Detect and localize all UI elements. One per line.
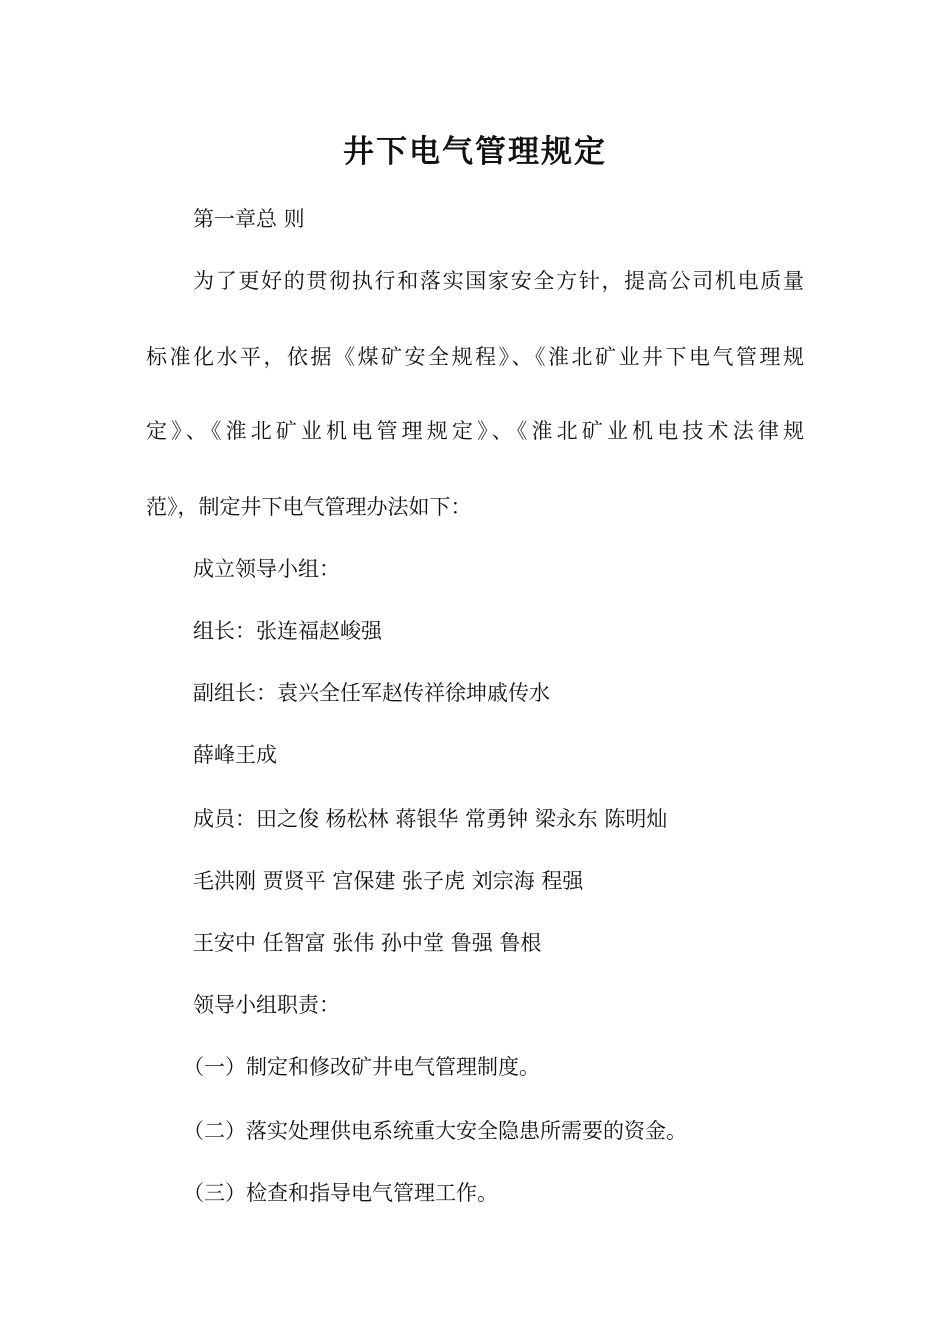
duty-item-2: （二）落实处理供电系统重大安全隐患所需要的资金。	[183, 1119, 687, 1143]
members-line-1: 成员：田之俊 杨松林 蒋银华 常勇钟 梁永东 陈明灿	[193, 807, 668, 831]
document-title: 井下电气管理规定	[343, 134, 607, 170]
intro-line-2: 标准化水平，依据《煤矿安全规程》、《淮北矿业井下电气管理规	[146, 345, 804, 369]
duty-item-1: （一）制定和修改矿井电气管理制度。	[183, 1055, 540, 1079]
leadership-heading: 成立领导小组：	[193, 557, 340, 581]
intro-line-1: 为了更好的贯彻执行和落实国家安全方针，提高公司机电质量	[193, 269, 804, 293]
chapter-heading: 第一章总 则	[193, 207, 305, 231]
group-leader: 组长：张连福赵峻强	[193, 619, 382, 643]
duties-heading: 领导小组职责：	[193, 993, 340, 1017]
deputy-leaders-line-1: 副组长：袁兴全任军赵传祥徐坤戚传水	[193, 681, 550, 705]
deputy-leaders-line-2: 薛峰王成	[193, 743, 277, 767]
members-line-3: 王安中 任智富 张伟 孙中堂 鲁强 鲁根	[193, 931, 542, 955]
duty-item-3: （三）检查和指导电气管理工作。	[183, 1181, 498, 1205]
intro-line-3: 定》、《淮北矿业机电管理规定》、《淮北矿业机电技术法律规	[146, 419, 804, 443]
members-line-2: 毛洪刚 贾贤平 宫保建 张子虎 刘宗海 程强	[193, 869, 584, 893]
intro-line-4: 范》，制定井下电气管理办法如下：	[146, 495, 472, 519]
